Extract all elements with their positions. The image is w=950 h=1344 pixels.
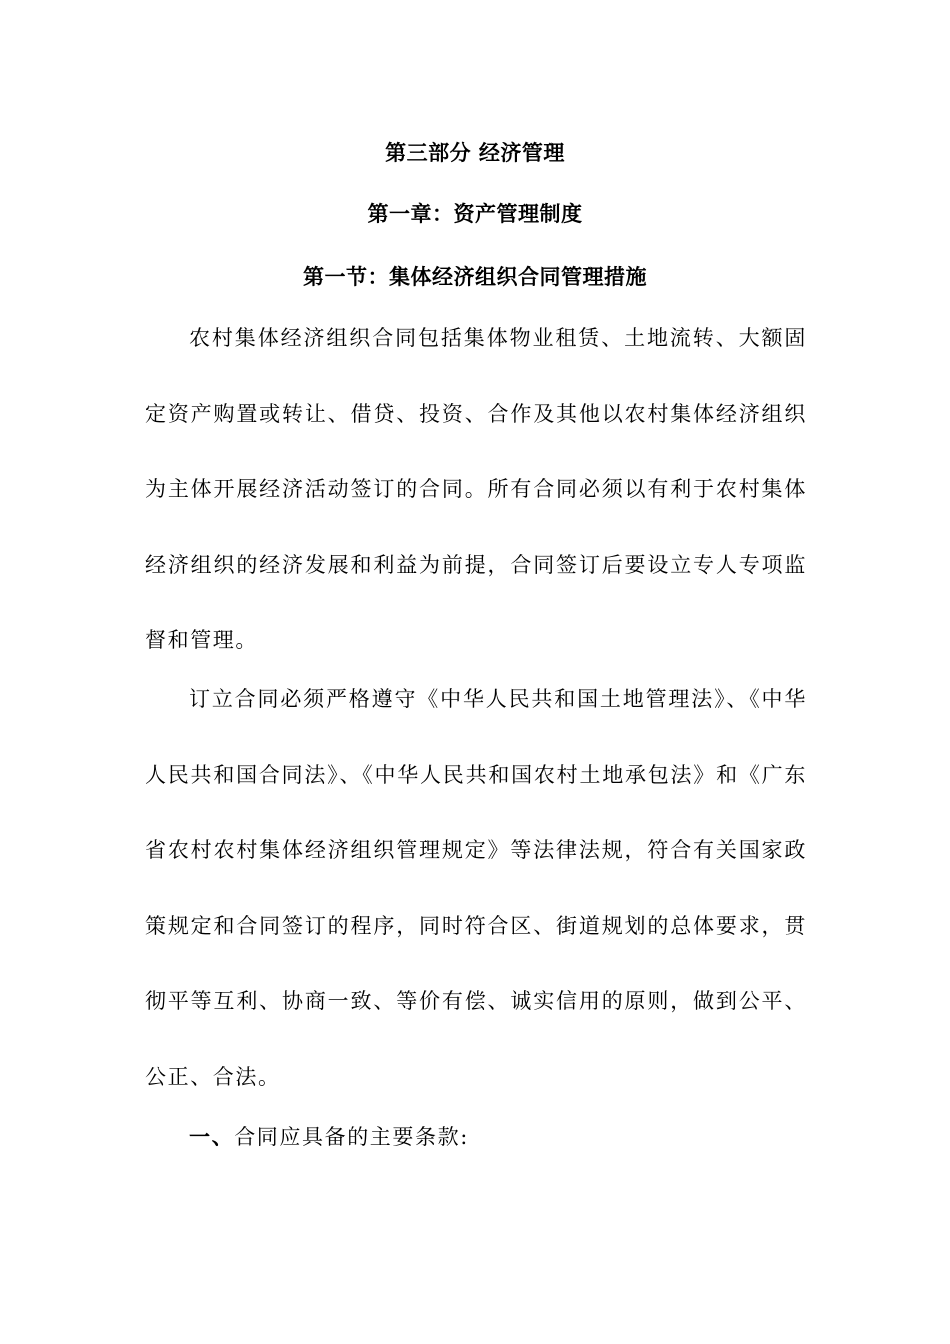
body-paragraph-legal-compliance: 订立合同必须严格遵守《中华人民共和国土地管理法》、《中华人民共和国合同法》、《中华人民共和国农村土地承包法》和《广东省农村农村集体经济组织管理规定》等法律法规，符合有关国家政策规定和合同签订的程序，同时符合区、街道规划的总体要求，贯彻平等互利、协商一致、等价有偿、诚实信用的原则，做到公平、公正、合法。 <box>145 687 807 1089</box>
part-title: 第三部分 经济管理 <box>385 141 565 165</box>
list-item-heading <box>189 1119 469 1155</box>
list-item-text: 合同应具备的主要条款: <box>234 1125 469 1149</box>
list-item-number: 一、 <box>189 1125 235 1149</box>
chapter-title: 第一章：资产管理制度 <box>367 202 583 226</box>
body-paragraph-contract-scope: 农村集体经济组织合同包括集体物业租赁、土地流转、大额固定资产购置或转让、借贷、投资、合作及其他以农村集体经济组织为主体开展经济活动签订的合同。所有合同必须以有利于农村集体经济组织的经济发展和利益为前提，合同签订后要设立专人专项监督和管理。 <box>145 326 807 652</box>
section-title: 第一节：集体经济组织合同管理措施 <box>303 265 647 289</box>
